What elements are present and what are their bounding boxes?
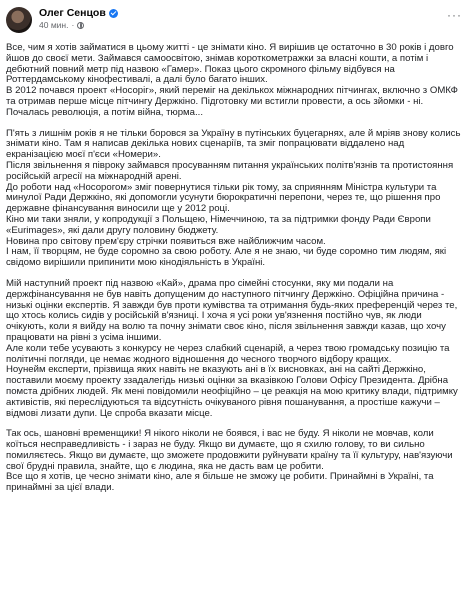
avatar[interactable] bbox=[6, 7, 32, 33]
post-timestamp[interactable]: 40 мин. bbox=[39, 20, 69, 30]
post-paragraph: Все, чим я хотів займатися в цьому житті - це знімати кіно. Я вирішив це остаточно в 30 років і довго йшов до своєї мети. Займався самоосвітою, знімав короткометражки за власні кошти, а потім і дебютний повний метр під назвою «Гамер». Показ цього скромного фільму відбувся на Роттердамському кінофестивалі, а далі було багато інших. В 2012 почався проект «Носоріг», який переміг на декількох міжнародних пітчингах, включно з ОМКФ та отримав перше місце пітчингу Держкіно. Підготовку ми встигли провести, а ось зйомки - ні. Почалась революція, а потім війна, тюрма... bbox=[6, 42, 458, 118]
post-paragraph: П'ять з лишнім років я не тільки боровся за Україну в путінських буцегарнях, але й мріяв знову колись знімати кіно. Там я написав декілька нових сценаріїв, та зміг попрацювати віддалено над екранізацією моєї п'єси «Номери». Після звільнення я півроку займався просуванням питання українських політв'язнів та протистояння російській агресії на міжнародній арені. До роботи над «Носорогом» зміг повернутися тільки рік тому, за сприянням Міністра культури та минулої Ради Держкіно, які допомогли усунути бюрократичні перепони, через те, що рішення про державне фінансування виносили ще у 2012 році. Кіно ми таки зняли, у копродукції з Польщею, Німеччиною, та за підтримки фонду Ради Європи «Eurimages», які дали другу половину бюджету. Новина про світову прем'єру стрічки появиться вже найближчим часом. І нам, її творцям, не буде соромно за свою роботу. Але я не знаю, чи буде соромно тим людям, які свідомо вирішили припинити мою кінодіяльність в Україні. bbox=[6, 127, 461, 269]
separator-dot: · bbox=[71, 20, 75, 30]
post-text bbox=[6, 43, 462, 494]
author-name[interactable]: Олег Сенцов bbox=[39, 7, 106, 19]
post-header bbox=[6, 4, 462, 40]
post-paragraph: Так ось, шановні временщики! Я нікого ніколи не боявся, і вас не буду. Я ніколи не мовчав, коли коїться несправедливість - і зараз не буду. Якщо ви думаєте, що я схилю голову, то ви сильно помиляєтесь. Якщо ви думаєте, що зможете продовжити руйнувати країну та її культуру, нав'язуючи свої брудні правила, знайте, що є людина, яка не дасть вам це робити. Все що я хотів, це чесно знімати кіно, але я більше не зможу це робити. Принаймні в Україні, та принаймні за цієї влади. bbox=[6, 428, 453, 494]
author-row bbox=[39, 7, 118, 19]
post-paragraph: Мій наступний проект під назвою «Кай», драма про сімейні стосунки, яку ми подали на держфінансування не був навіть допущеним до наступного пітчингу Держкіно. Офіційна причина - низькі оцінки експертів. Я завжди був проти кумівства та отримання будь-яких преференцій через те, що хтось колись сидів у російській в'язниці. І хоча я усі роки ув'язнення постійно чув, як люди очікують, коли я вийду на волю та почну знімати своє кіно, після звільнення завжди казав, що хочу працювати на рівні з усіма іншими. Але коли тебе усувають з конкурсу не через слабкий сценарій, а через твою громадську позицію та політичні погляди, це немає жодного відношення до чесного творчого відбору кращих. Ноунейм експерти, прізвища яких навіть не вказують ані в їх висновках, ані на сайті Держкіно, поставили моєму проекту ззадалегідь низькі оцінки за вказівкою Голови Офісу Президента. Дрібна помста дрібних людей. Як мені повідомили неофіційно – це реакція на мою критику влади, підтримку активістів, які переслідуються та відсутність очікуваного рівня пошанування, а простіше кажучи – відмові лизати дупи. Це спроба вказати місце. bbox=[6, 277, 458, 419]
post-meta bbox=[39, 7, 118, 30]
more-options-icon[interactable]: ··· bbox=[447, 8, 462, 22]
verified-badge-icon bbox=[109, 9, 118, 18]
globe-icon bbox=[77, 22, 84, 29]
timestamp-row bbox=[39, 20, 118, 30]
